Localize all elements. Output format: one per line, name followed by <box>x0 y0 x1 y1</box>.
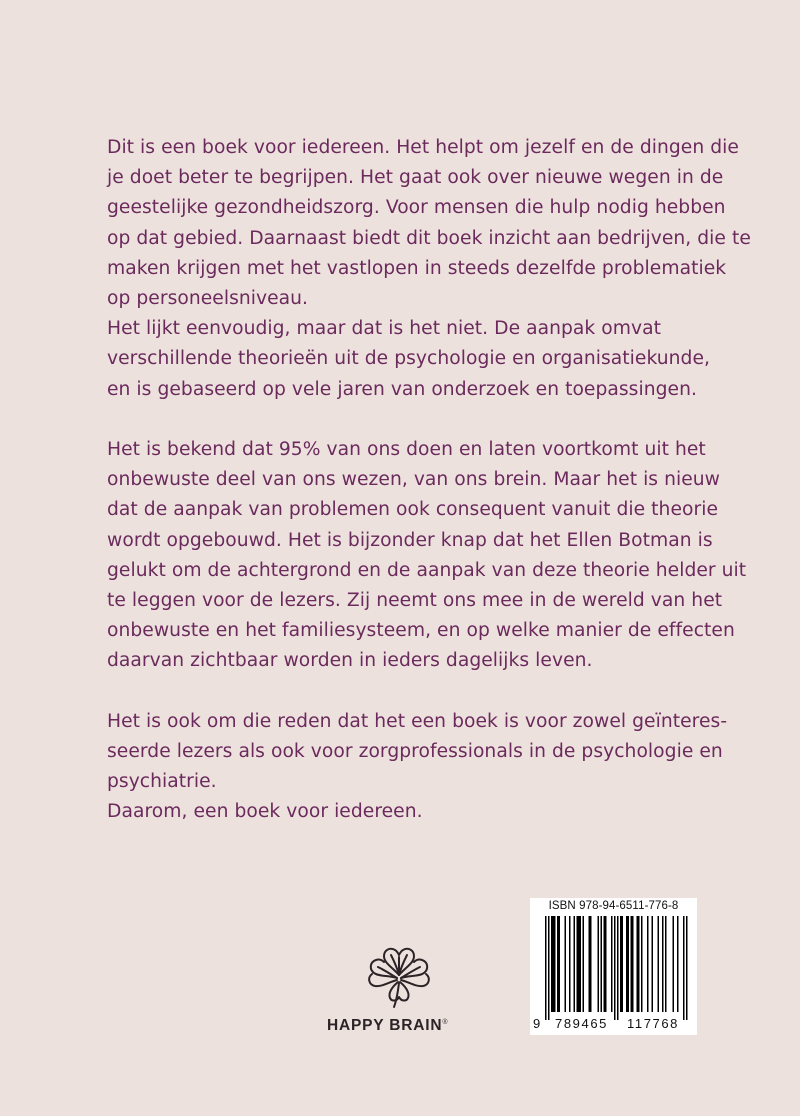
barcode-bar <box>626 916 628 1012</box>
barcode-bar <box>658 916 660 1012</box>
paragraph-3 <box>107 707 747 828</box>
paragraph-gap <box>107 405 747 435</box>
barcode-bar <box>632 916 634 1012</box>
barcode-digit-first: 9 <box>533 1016 541 1031</box>
barcode-bar <box>665 916 667 1012</box>
barcode-bar <box>638 916 640 1012</box>
text-line: verschillende theorieën uit de psychologie en organisatiekunde, <box>107 348 711 370</box>
text-line: onbewuste en het familiesysteem, en op welke manier de effecten <box>107 620 735 642</box>
barcode-bar <box>601 916 603 1012</box>
text-line: geestelijke gezondheidszorg. Voor mensen die hulp nodig hebben <box>107 197 726 219</box>
barcode-bar <box>605 916 607 1012</box>
barcode-bar <box>598 916 600 1012</box>
text-line: Het lijkt eenvoudig, maar dat is het niet. De aanpak omvat <box>107 318 662 340</box>
barcode-bar <box>583 916 585 1012</box>
registered-mark: ® <box>442 1019 448 1026</box>
barcode-bar <box>577 916 579 1012</box>
text-line: wordt opgebouwd. Het is bijzonder knap dat het Ellen Botman is <box>107 529 713 551</box>
text-line: seerde lezers als ook voor zorgprofessionals in de psychologie en <box>107 741 723 763</box>
paragraph-2 <box>107 435 747 677</box>
text-line: Het is ook om die reden dat het een boek is voor zowel geïnteres- <box>107 710 728 732</box>
barcode-bar <box>617 916 619 1020</box>
back-cover-text <box>107 133 751 828</box>
barcode-bar <box>557 916 559 1012</box>
barcode-bar <box>637 916 639 1012</box>
barcode-bar <box>683 916 685 1020</box>
barcode-bar <box>620 916 622 1012</box>
text-line: onbewuste deel van ons wezen, van ons brein. Maar het is nieuw <box>107 469 720 491</box>
barcode-bar <box>590 916 592 1012</box>
barcode-bar <box>569 916 571 1012</box>
text-line: gelukt om de achtergrond en de aanpak van deze theorie helder uit <box>107 559 747 581</box>
text-line: daarvan zichtbaar worden in ieders dagelijks leven. <box>107 650 593 672</box>
barcode-bar <box>677 916 679 1012</box>
barcode-bar <box>604 916 606 1012</box>
isbn-barcode <box>530 898 697 1035</box>
text-line: op personeelsniveau. <box>107 288 309 310</box>
barcode-digits-right: 117768 <box>627 1016 680 1031</box>
barcode-bar <box>545 916 547 1020</box>
text-line: maken krijgen met het vastlopen in steeds dezelfde problematiek <box>107 257 727 279</box>
barcode-bar <box>686 916 688 1020</box>
publisher-logo <box>320 945 480 1045</box>
paragraph-1 <box>107 133 751 405</box>
text-line: en is gebaseerd op vele jaren van onderzoek en toepassingen. <box>107 378 697 400</box>
isbn-label: ISBN 978-94-6511-776-8 <box>548 900 679 912</box>
clover-brain-icon <box>364 945 434 1013</box>
barcode-bar <box>580 916 582 1012</box>
paragraph-gap <box>107 677 747 707</box>
barcode-bar <box>673 916 675 1012</box>
barcode-bar <box>553 916 555 1012</box>
barcode-bar <box>652 916 654 1012</box>
barcode-bar <box>631 916 633 1012</box>
barcode-digits-left: 789465 <box>555 1016 608 1031</box>
barcode-bars <box>530 898 697 1035</box>
barcode-bar <box>548 916 550 1020</box>
publisher-name-text: HAPPY BRAIN <box>327 1017 443 1034</box>
barcode-bar <box>589 916 591 1012</box>
text-line: op dat gebied. Daarnaast biedt dit boek inzicht aan bedrijven, die te <box>107 227 751 249</box>
barcode-bar <box>614 916 616 1020</box>
barcode-bar <box>551 916 553 1012</box>
barcode-bar <box>565 916 567 1012</box>
barcode-bar <box>641 916 643 1012</box>
text-line: je doet beter te begrijpen. Het gaat ook over nieuwe wegen in de <box>107 167 724 189</box>
text-line: Dit is een boek voor iedereen. Het helpt om jezelf en de dingen die <box>107 137 739 158</box>
publisher-name <box>327 1017 487 1035</box>
text-line: psychiatrie. <box>107 771 217 793</box>
barcode-bar <box>622 916 624 1012</box>
text-line: te leggen voor de lezers. Zij neemt ons mee in de wereld van het <box>107 590 723 612</box>
text-line: Daarom, een boek voor iedereen. <box>107 801 423 823</box>
barcode-bar <box>628 916 630 1012</box>
text-line: dat de aanpak van problemen ook consequent vanuit die theorie <box>107 499 719 521</box>
barcode-bar <box>662 916 664 1012</box>
barcode-bar <box>647 916 649 1012</box>
barcode-bar <box>554 916 556 1012</box>
barcode-bar <box>574 916 576 1012</box>
barcode-bar <box>611 916 613 1012</box>
barcode-bar <box>578 916 580 1012</box>
barcode-bar <box>559 916 561 1012</box>
text-line: Het is bekend dat 95% van ons doen en laten voortkomt uit het <box>107 439 706 461</box>
